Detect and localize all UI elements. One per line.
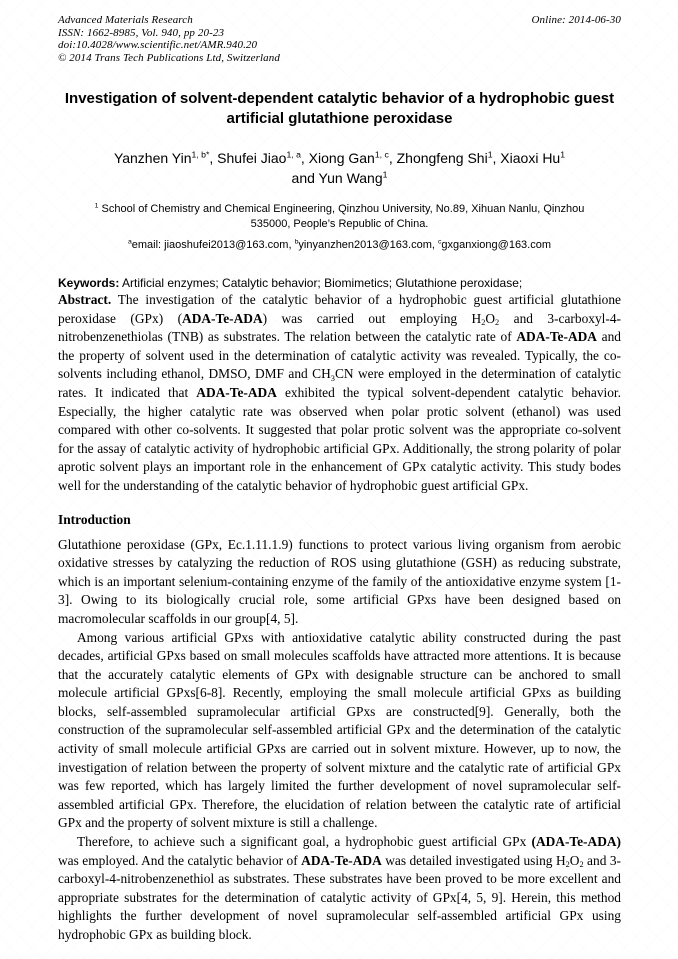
paper-title: Investigation of solvent-dependent catalytic behavior of a hydrophobic guest artificial glutathione peroxidase bbox=[64, 90, 615, 127]
introduction-paragraph-3: Therefore, to achieve such a significant goal, a hydrophobic guest artificial GPx (ADA-Te-ADA) was employed. And the catalytic behavior of ADA-Te-ADA was detailed investigated using $H_2O_2$ and 3-carboxyl-4-nitrobenzenethiol as substrates. These substrates have been proved to be more excellent and appropriate substrates for the determination of catalytic activity of GPx[4, 5, 9]. Herein, this method highlights the further development of novel supramolecular self-assembled artificial GPx using hydrophobic GPx as building block. bbox=[58, 834, 621, 942]
author-emails: $^a$email: jiaoshufei2013@163.com, $^b$yinyanzhen2013@163.com, $^c$gxganxiong@163.com bbox=[127, 238, 552, 251]
journal-header bbox=[58, 14, 621, 64]
introduction-paragraph-2: Among various artificial GPxs with antioxidative catalytic ability constructed during the past decades, artificial GPxs based on small molecules scaffolds have attracted more attentions. It is because that the accurately catalytic elements of GPx with designable structure can be anchored to small molecule artificial GPxs[6-8]. Recently, employing the small molecule artificial GPxs as building blocks, self-assembled supramolecular artificial GPxs are constructed[9]. Generally, both the construction of the supramolecular self-assembled artificial GPx and the determination of the catalytic activity of small molecule artificial GPxs are carried out in solvent mixture. However, up to now, the investigation of relation between the property of solvent mixture and the catalytic rate of artificial GPx was few reported, which has largely limited the further development of novel supramolecular self-assembled artificial GPx. Therefore, the elucidation of relation between the catalytic rate of artificial GPx and the property of solvent mixture is still a challenge. bbox=[58, 629, 621, 831]
journal-doi: doi:10.4028/www.scientific.net/AMR.940.20 bbox=[58, 39, 258, 51]
online-date: Online: 2014-06-30 bbox=[531, 14, 621, 26]
authors-block bbox=[58, 148, 621, 188]
affiliation: $^1$ School of Chemistry and Chemical Engineering, Qinzhou University, No.89, Xihuan Nanlu, Qinzhou 535000, People’s Republic of China. bbox=[94, 202, 585, 230]
keywords-line: Keywords: Artificial enzymes; Catalytic behavior; Biomimetics; Glutathione peroxidase; bbox=[58, 276, 523, 290]
authors-line-2: and Yun Wang$^1$ bbox=[291, 169, 388, 186]
journal-name: Advanced Materials Research bbox=[58, 14, 193, 26]
introduction-paragraph-1: Glutathione peroxidase (GPx, Ec.1.11.1.9) functions to protect various living organism from aerobic oxidative stresses by catalyzing the reduction of ROS using glutathione (GSH) as reducing substrate, which is an important selenium-containing enzyme of the family of the antioxidative enzyme system [1-3]. Owing to its biologically crucial role, some artificial GPxs have been designed based on macromolecular scaffolds in our group[4, 5]. bbox=[58, 536, 621, 626]
journal-header-left bbox=[58, 14, 280, 64]
journal-issn-volume: ISSN: 1662-8985, Vol. 940, pp 20-23 bbox=[58, 26, 225, 39]
journal-copyright: © 2014 Trans Tech Publications Ltd, Switzerland bbox=[58, 51, 280, 64]
abstract-paragraph: Abstract. The investigation of the catalytic behavior of a hydrophobic guest artificial glutathione peroxidase (GPx) (ADA-Te-ADA) was carried out employing $H_2O_2$ and 3-carboxyl-4-nitrobenzenethiolas (TNB) as substrates. The relation between the catalytic rate of ADA-Te-ADA and the property of solvent used in the determination of catalytic activity was revealed. Typically, the co-solvents including ethanol, DMSO, DMF and $CH_3CN$ were employed in the determination of catalytic rates. It indicated that ADA-Te-ADA exhibited the typical solvent-dependent catalytic behavior. Especially, the higher catalytic rate was observed when polar protic solvent (ethanol) was used compared with other co-solvents. It suggested that polar protic solvent was the appropriate co-solvent for the assay of catalytic activity of hydrophobic artificial GPx. Additionally, the strong polarity of polar aprotic solvent plays an important role in the enhancement of GPx catalytic activity. This study bodes well for the understanding of the catalytic behavior of hydrophobic guest artificial GPx. bbox=[58, 292, 621, 493]
authors-line-1: Yanzhen Yin$^{1, b*}$, Shufei Jiao$^{1, a}$, Xiong Gan$^{1, c}$, Zhongfeng Shi$^1$, Xiaoxi Hu$^1$ bbox=[113, 149, 566, 166]
section-heading-introduction: Introduction bbox=[58, 511, 131, 527]
